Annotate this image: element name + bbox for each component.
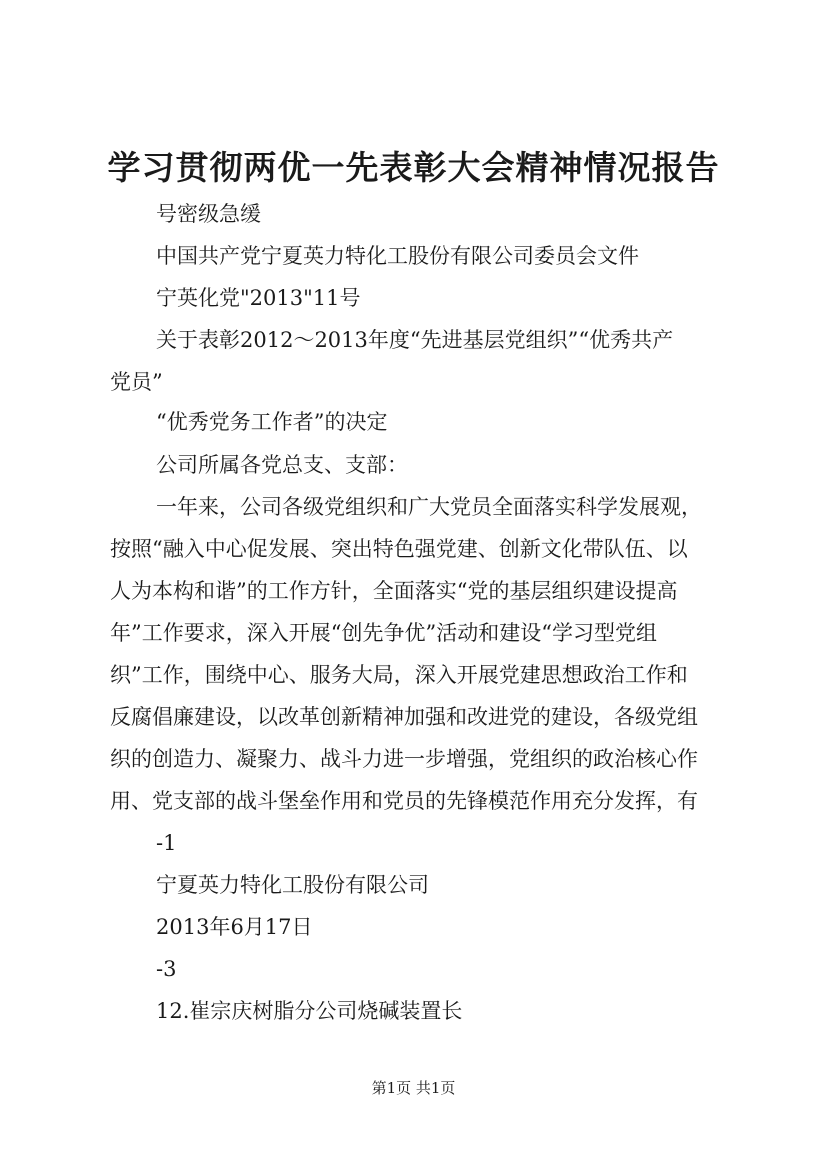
secrecy-line: 号密级急缓	[156, 202, 261, 226]
body-paragraph-line: 织的创造力、凝聚力、战斗力进一步增强，党组织的政治核心作	[110, 747, 698, 771]
signature-company: 宁夏英力特化工股份有限公司	[156, 873, 429, 897]
decision-title-line-2: 党员”	[110, 370, 163, 394]
document-title: 学习贯彻两优一先表彰大会精神情况报告	[107, 148, 720, 187]
addressee-line: 公司所属各党总支、支部：	[156, 453, 408, 477]
body-paragraph-line: 一年来，公司各级党组织和广大党员全面落实科学发展观，	[156, 495, 702, 519]
page-marker: -1	[156, 831, 177, 855]
decision-title-line-1: 关于表彰2012～2013年度“先进基层党组织”“优秀共产	[156, 328, 674, 352]
issuer-line: 中国共产党宁夏英力特化工股份有限公司委员会文件	[156, 244, 639, 268]
document-number: 宁英化党"2013"11号	[156, 286, 361, 310]
body-paragraph-line: 反腐倡廉建设，以改革创新精神加强和改进党的建设，各级党组	[110, 705, 698, 729]
page-marker: -3	[156, 957, 177, 981]
list-item: 12.崔宗庆树脂分公司烧碱装置长	[156, 999, 463, 1023]
body-paragraph-line: 按照“融入中心促发展、突出特色强党建、创新文化带队伍、以	[110, 537, 688, 561]
body-paragraph-line: 年”工作要求，深入开展“创先争优”活动和建设“学习型党组	[110, 621, 657, 645]
decision-title-line-3: “优秀党务工作者”的决定	[156, 410, 388, 434]
page-footer: 第1页 共1页	[371, 1079, 456, 1097]
body-paragraph-line: 用、党支部的战斗堡垒作用和党员的先锋模范作用充分发挥，有	[110, 789, 698, 813]
body-paragraph-line: 人为本构和谐”的工作方针，全面落实“党的基层组织建设提高	[110, 579, 678, 603]
body-paragraph-line: 织”工作，围绕中心、服务大局，深入开展党建思想政治工作和	[110, 663, 688, 687]
signature-date: 2013年6月17日	[156, 915, 313, 939]
